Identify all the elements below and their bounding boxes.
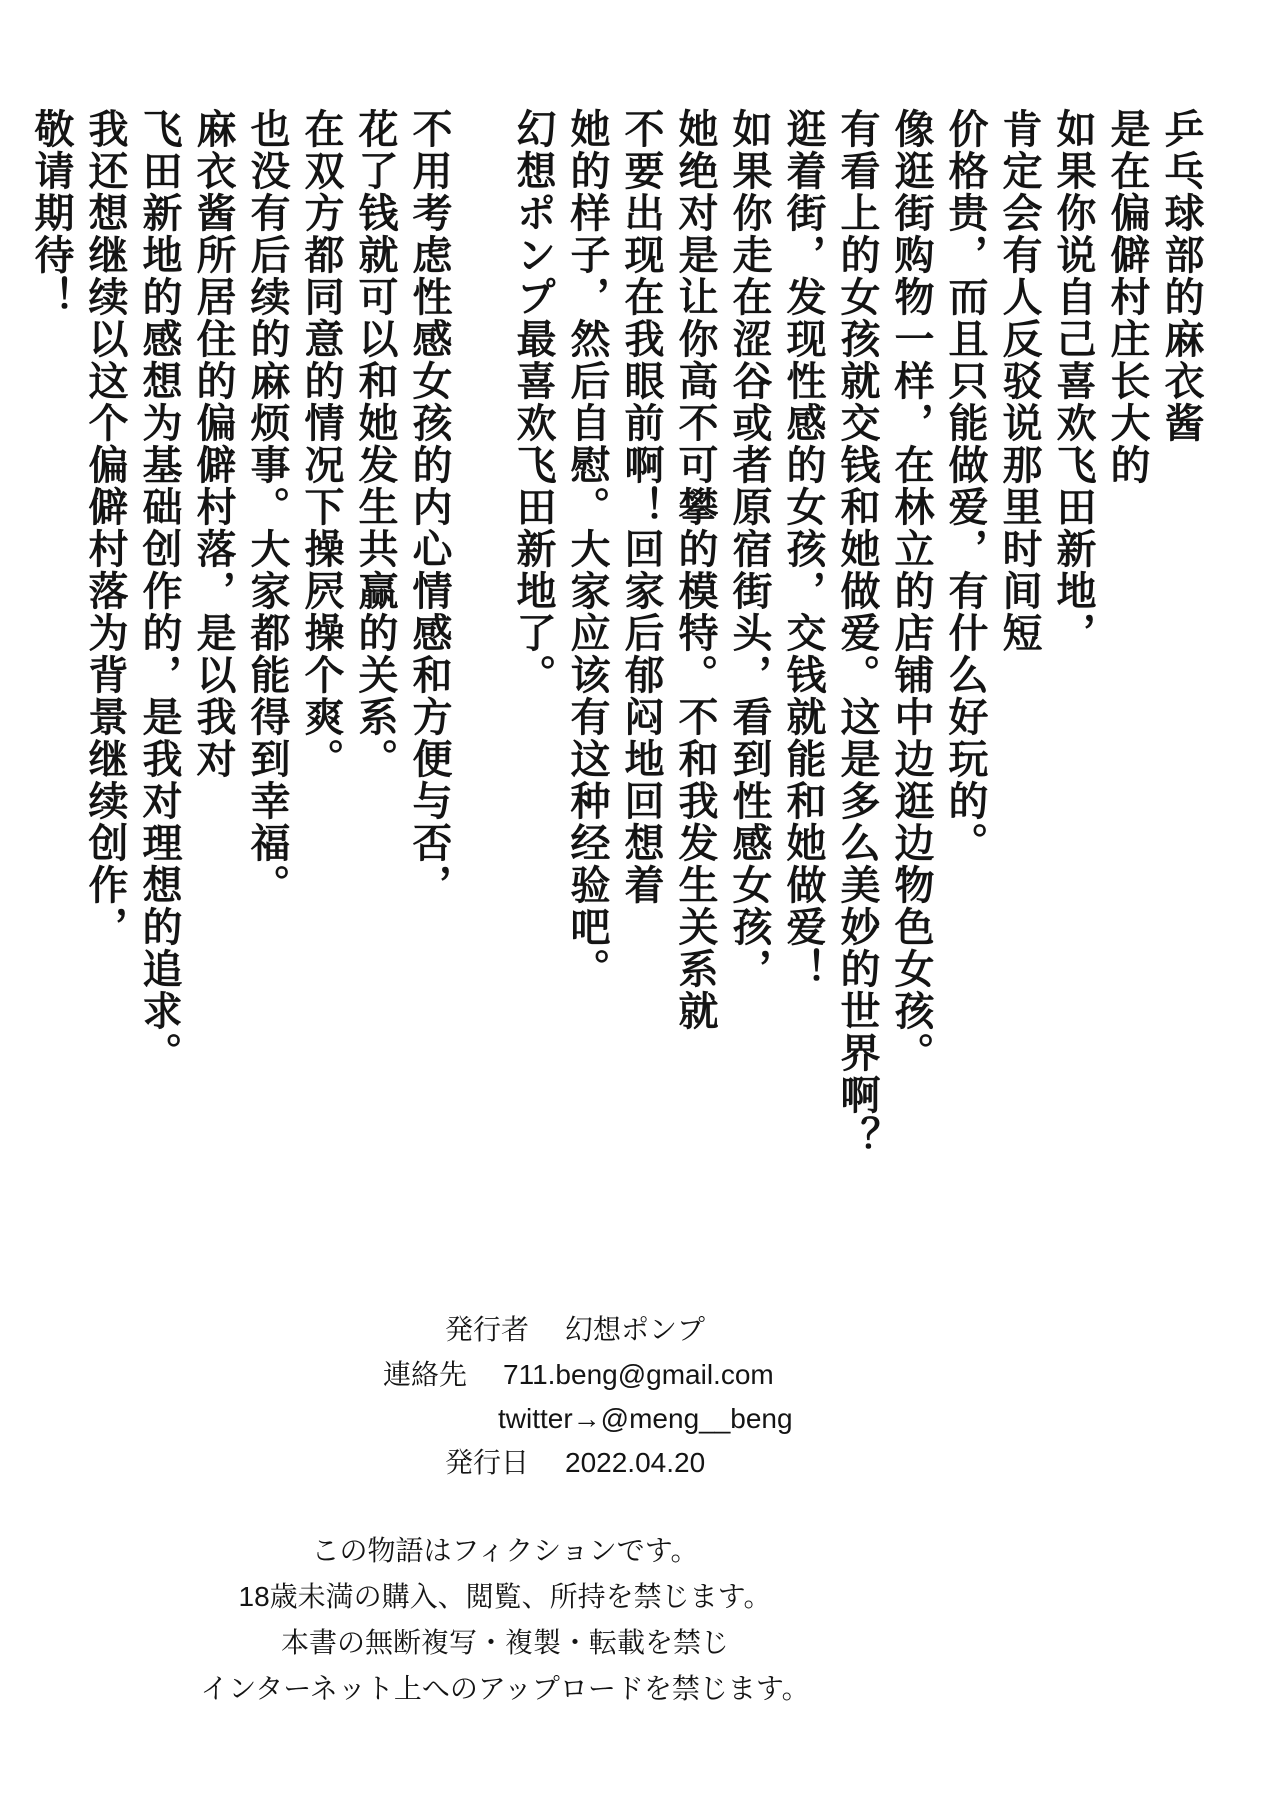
vertical-text-column: 敬请期待！ bbox=[29, 108, 73, 318]
publisher-label: 発行者 bbox=[445, 1314, 530, 1345]
afterword-vertical-text bbox=[24, 108, 1208, 1180]
vertical-text-column: 也没有后续的麻烦事。大家都能得到幸福。 bbox=[245, 108, 289, 906]
notice-line-no-upload: インターネット上へのアップロードを禁じます。 bbox=[200, 1673, 810, 1704]
vertical-text-column: 在双方都同意的情况下操屄操个爽。 bbox=[299, 108, 343, 780]
publisher-value: 幻想ポンプ bbox=[565, 1314, 706, 1345]
vertical-text-column: 逛着街，发现性感的女孩，交钱就能和她做爱！ bbox=[781, 108, 825, 990]
notice-line-no-copy: 本書の無断複写・複製・転載を禁じ bbox=[280, 1627, 729, 1658]
vertical-text-column: 是在偏僻村庄长大的 bbox=[1105, 108, 1149, 486]
vertical-text-column: 像逛街购物一样，在林立的店铺中边逛边物色女孩。 bbox=[889, 108, 933, 1074]
afterword-paragraph-1 bbox=[506, 108, 1208, 1180]
publish-date-label: 発行日 bbox=[445, 1447, 530, 1478]
vertical-text-column: 有看上的女孩就交钱和她做爱。这是多么美妙的世界啊？ bbox=[835, 108, 879, 1158]
vertical-text-column: 不用考虑性感女孩的内心情感和方便与否， bbox=[407, 108, 451, 906]
vertical-text-column: 乒乓球部的麻衣酱 bbox=[1159, 108, 1203, 444]
afterword-paragraph-2 bbox=[24, 108, 456, 1180]
vertical-text-column: 我还想继续以这个偏僻村落为背景继续创作， bbox=[83, 108, 127, 948]
colophon-contact-row bbox=[383, 1358, 774, 1392]
twitter-handle: twitter→@meng__beng bbox=[498, 1403, 793, 1434]
vertical-text-column: 如果你说自己喜欢飞田新地， bbox=[1051, 108, 1095, 654]
colophon-twitter-row bbox=[498, 1402, 793, 1436]
vertical-text-column: 她的样子，然后自慰。大家应该有这种经验吧。 bbox=[565, 108, 609, 990]
colophon-publisher-row bbox=[445, 1313, 705, 1347]
legal-notice bbox=[0, 1528, 1010, 1712]
notice-line-fiction: この物語はフィクションです。 bbox=[311, 1535, 699, 1566]
vertical-text-column: 肯定会有人反驳说那里时间短 bbox=[997, 108, 1041, 654]
notice-line-age-restriction: 18歳未満の購入、閲覧、所持を禁じます。 bbox=[238, 1581, 772, 1612]
vertical-text-column: 飞田新地的感想为基础创作的，是我对理想的追求。 bbox=[137, 108, 181, 1074]
vertical-text-column: 不要出现在我眼前啊！回家后郁闷地回想着 bbox=[619, 108, 663, 906]
contact-label: 連絡先 bbox=[383, 1359, 468, 1390]
publish-date-value: 2022.04.20 bbox=[565, 1447, 706, 1478]
vertical-text-column: 如果你走在涩谷或者原宿街头，看到性感女孩， bbox=[727, 108, 771, 990]
vertical-text-column: 价格贵，而且只能做爱，有什么好玩的。 bbox=[943, 108, 987, 864]
contact-email: 711.beng@gmail.com bbox=[503, 1359, 774, 1390]
vertical-text-column: 花了钱就可以和她发生共赢的关系。 bbox=[353, 108, 397, 780]
vertical-text-column: 麻衣酱所居住的偏僻村落，是以我对 bbox=[191, 108, 235, 780]
vertical-text-column: 她绝对是让你高不可攀的模特。不和我发生关系就 bbox=[673, 108, 717, 1032]
colophon-date-row bbox=[445, 1446, 705, 1480]
vertical-text-column: 幻想ポンプ最喜欢飞田新地了。 bbox=[511, 108, 555, 696]
